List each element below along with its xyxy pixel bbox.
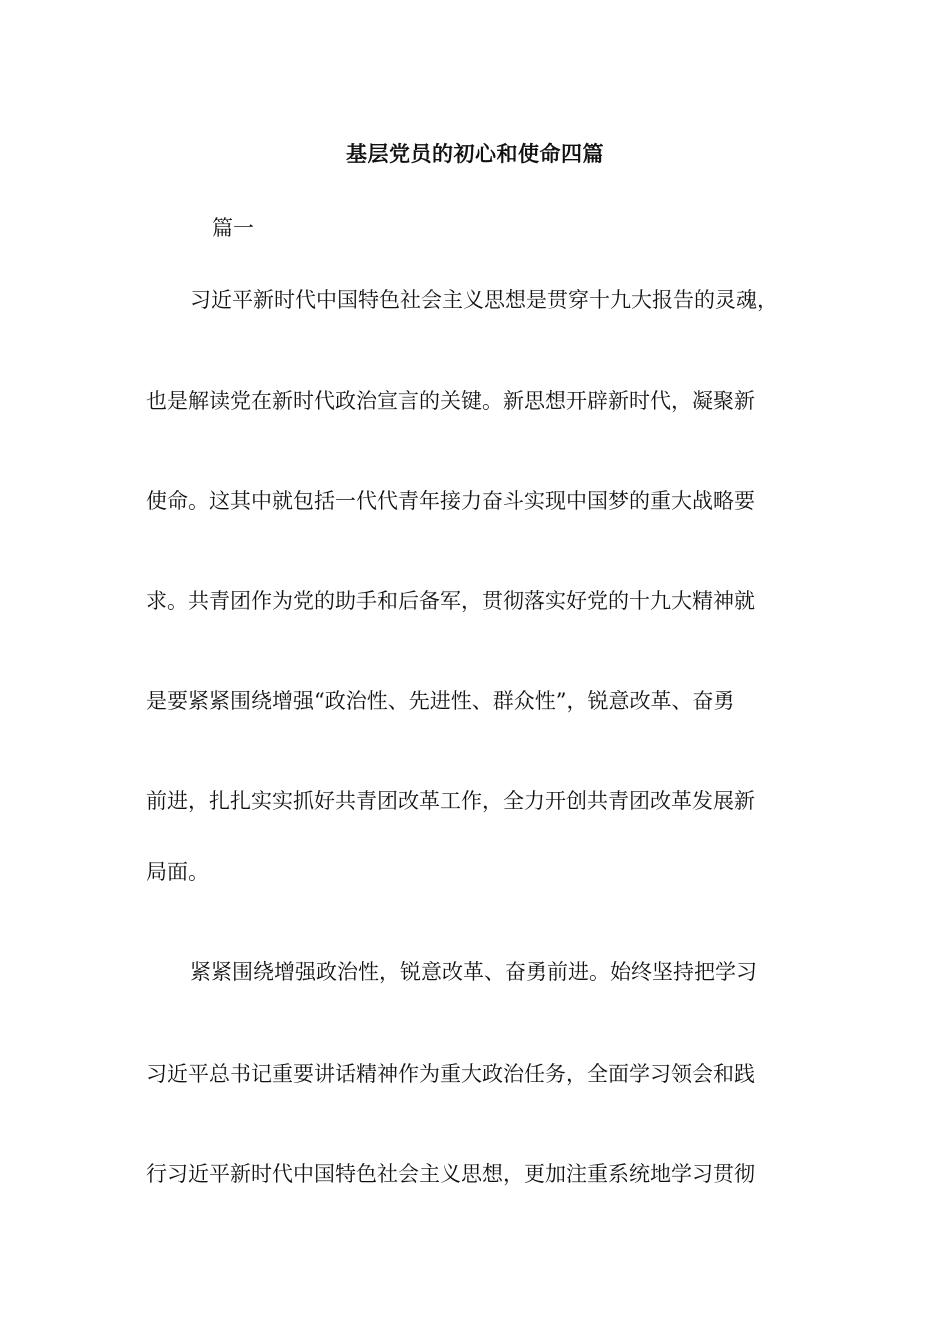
text-line: 也是解读党在新时代政治宣言的关键。新思想开辟新时代，凝聚新 [146, 389, 755, 413]
text-line: 局面。 [146, 860, 209, 884]
text-line: 行习近平新时代中国特色社会主义思想，更加注重系统地学习贯彻 [146, 1162, 755, 1186]
text-line: 使命。这其中就包括一代代青年接力奋斗实现中国梦的重大战略要 [146, 489, 755, 513]
text-line: 前进，扎扎实实抓好共青团改革工作，全力开创共青团改革发展新 [146, 789, 755, 813]
document-title: 基层党员的初心和使命四篇 [346, 141, 604, 166]
text-line: 习近平总书记重要讲话精神作为重大政治任务，全面学习领会和践 [146, 1062, 755, 1086]
text-line: 习近平新时代中国特色社会主义思想是贯穿十九大报告的灵魂， [190, 288, 778, 312]
section-label: 篇一 [212, 216, 254, 240]
text-line: 是要紧紧围绕增强“政治性、先进性、群众性”，锐意改革、奋勇 [146, 689, 735, 713]
text-line: 求。共青团作为党的助手和后备军，贯彻落实好党的十九大精神就 [146, 589, 755, 613]
text-line: 紧紧围绕增强政治性，锐意改革、奋勇前进。始终坚持把学习 [190, 960, 757, 984]
